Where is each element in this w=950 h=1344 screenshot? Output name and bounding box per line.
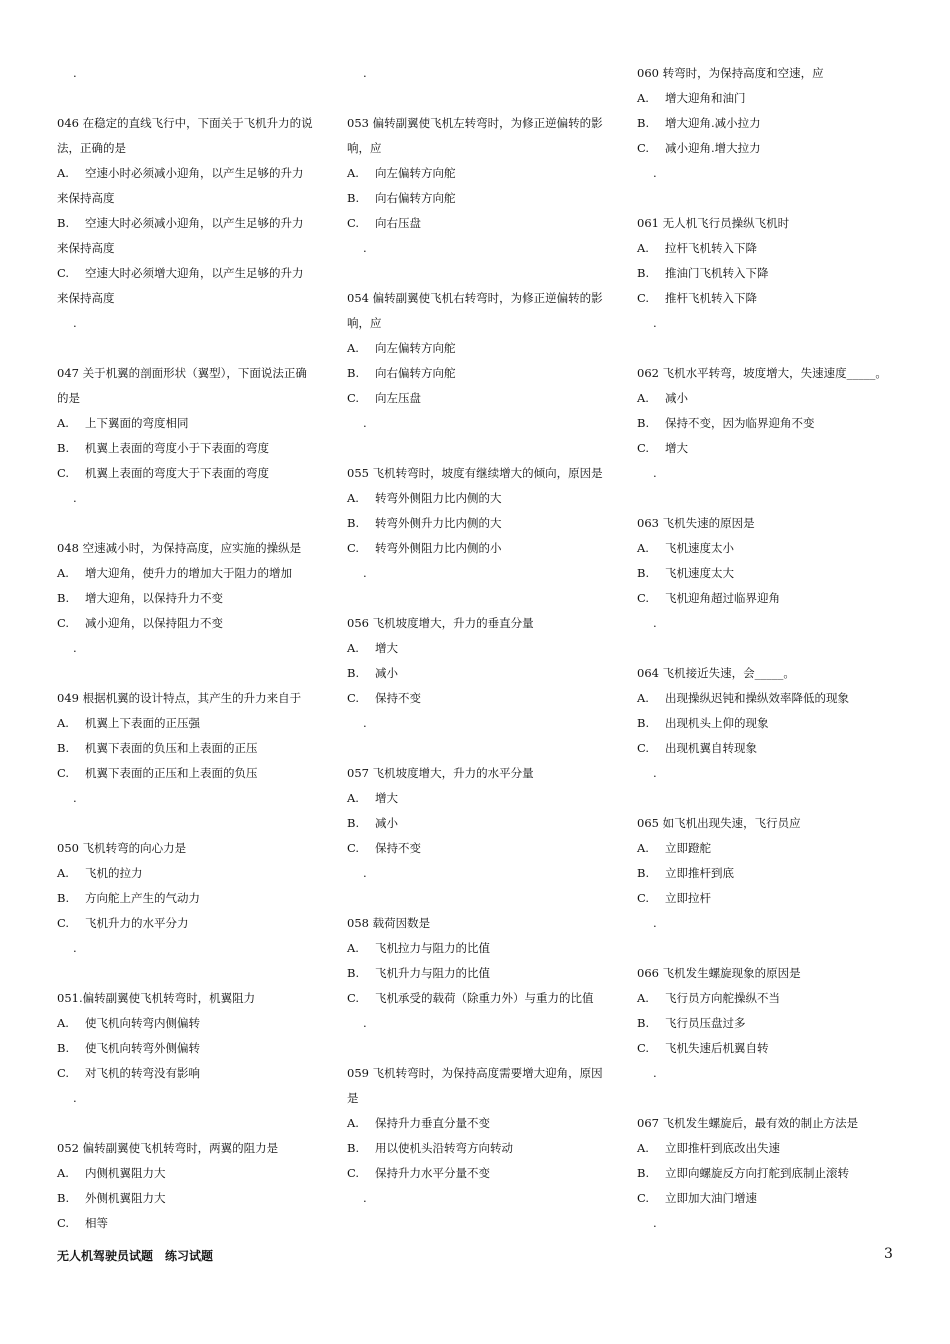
blank-line <box>57 336 322 361</box>
question-text: 050 飞机转弯的向心力是 <box>57 841 187 855</box>
question-text: 的是 <box>57 391 80 405</box>
option-letter: C. <box>347 541 360 555</box>
answer-option <box>637 286 907 311</box>
option-letter: A. <box>347 166 359 180</box>
answer-option <box>637 1011 907 1036</box>
answer-option <box>637 886 907 911</box>
footer-title: 无人机驾驶员试题 练习试题 <box>57 1249 214 1263</box>
question-text: 051.偏转副翼使飞机转弯时，机翼阻力 <box>57 991 256 1005</box>
option-letter: C. <box>57 266 70 280</box>
option-letter: A. <box>57 1166 69 1180</box>
option-letter: A. <box>347 791 359 805</box>
option-text: 出现操纵迟钝和操纵效率降低的现象 <box>665 691 849 705</box>
answer-option <box>637 261 907 286</box>
question-text: 065 如飞机出现失速，飞行员应 <box>637 816 801 830</box>
question-text: 053 偏转副翼使飞机左转弯时，为修正逆偏转的影 <box>347 116 603 130</box>
option-text: 拉杆飞机转入下降 <box>665 241 757 255</box>
answer-placeholder: . <box>73 316 77 330</box>
option-text: 用以使机头沿转弯方向转动 <box>375 1141 513 1155</box>
question-text: 响，应 <box>347 316 382 330</box>
option-text: 空速小时必须减小迎角，以产生足够的升力 <box>85 166 304 180</box>
option-letter: B. <box>637 1016 650 1030</box>
option-text: 飞行员方向舵操纵不当 <box>665 991 780 1005</box>
option-letter: C. <box>57 1066 70 1080</box>
question-column-2 <box>347 61 612 1211</box>
option-text: 空速大时必须增大迎角，以产生足够的升力 <box>85 266 304 280</box>
blank-line <box>637 186 907 211</box>
question-text: 064 飞机接近失速，会_____。 <box>637 666 795 680</box>
option-letter: B. <box>347 966 360 980</box>
option-text: 推油门飞机转入下降 <box>665 266 769 280</box>
option-letter: B. <box>57 1041 70 1055</box>
answer-option <box>637 736 907 761</box>
answer-option <box>637 986 907 1011</box>
option-letter: B. <box>347 366 360 380</box>
answer-placeholder: . <box>73 941 77 955</box>
answer-option <box>347 186 612 211</box>
option-letter: C. <box>57 466 70 480</box>
option-text: 飞机速度太大 <box>665 566 734 580</box>
option-letter: C. <box>347 841 360 855</box>
option-letter: C. <box>637 1191 650 1205</box>
option-text: 向左压盘 <box>375 391 421 405</box>
answer-placeholder: . <box>73 641 77 655</box>
option-text: 转弯外侧阻力比内侧的大 <box>375 491 502 505</box>
option-letter: A. <box>347 1116 359 1130</box>
option-text: 向左偏转方向舵 <box>375 341 456 355</box>
answer-option <box>637 236 907 261</box>
answer-option <box>57 736 322 761</box>
option-letter: C. <box>637 1041 650 1055</box>
question-text: 061 无人机飞行员操纵飞机时 <box>637 216 790 230</box>
blank-line <box>57 811 322 836</box>
answer-option <box>347 1136 612 1161</box>
answer-option <box>637 861 907 886</box>
blank-line <box>347 586 612 611</box>
answer-option <box>57 886 322 911</box>
answer-option <box>347 811 612 836</box>
option-letter: A. <box>57 166 69 180</box>
option-letter: C. <box>57 616 70 630</box>
option-letter: B. <box>347 1141 360 1155</box>
option-letter: A. <box>347 491 359 505</box>
option-text: 立即蹬舵 <box>665 841 711 855</box>
option-text: 减小迎角，以保持阻力不变 <box>85 616 223 630</box>
answer-option <box>57 261 322 286</box>
answer-placeholder: . <box>653 616 657 630</box>
option-text: 立即推杆到底改出失速 <box>665 1141 780 1155</box>
option-text: 飞机拉力与阻力的比值 <box>375 941 490 955</box>
option-letter: A. <box>57 416 69 430</box>
option-letter: A. <box>57 566 69 580</box>
answer-option <box>57 561 322 586</box>
question-text: 049 根据机翼的设计特点，其产生的升力来自于 <box>57 691 302 705</box>
answer-option <box>347 511 612 536</box>
option-letter: A. <box>637 1141 649 1155</box>
blank-line <box>637 1086 907 1111</box>
option-text: 使飞机向转弯内侧偏转 <box>85 1016 200 1030</box>
answer-option <box>637 686 907 711</box>
option-letter: C. <box>637 141 650 155</box>
answer-option <box>57 161 322 186</box>
option-letter: B. <box>57 591 70 605</box>
question-text: 056 飞机坡度增大，升力的垂直分量 <box>347 616 534 630</box>
option-letter: A. <box>347 641 359 655</box>
option-letter: B. <box>57 741 70 755</box>
option-letter: C. <box>637 891 650 905</box>
question-text: 059 飞机转弯时，为保持高度需要增大迎角，原因 <box>347 1066 603 1080</box>
answer-option <box>637 1161 907 1186</box>
blank-line <box>637 486 907 511</box>
answer-option <box>57 861 322 886</box>
answer-option <box>347 361 612 386</box>
answer-placeholder: . <box>363 1191 367 1205</box>
option-text: 飞机失速后机翼自转 <box>665 1041 769 1055</box>
option-text: 机翼上表面的弯度小于下表面的弯度 <box>85 441 269 455</box>
option-letter: C. <box>347 691 360 705</box>
answer-placeholder: . <box>653 166 657 180</box>
blank-line <box>347 886 612 911</box>
option-text: 增大迎角，以保持升力不变 <box>85 591 223 605</box>
answer-placeholder: . <box>363 416 367 430</box>
option-text: 出现机翼自转现象 <box>665 741 757 755</box>
question-text: 057 飞机坡度增大，升力的水平分量 <box>347 766 534 780</box>
blank-line <box>347 86 612 111</box>
option-letter: C. <box>347 1166 360 1180</box>
blank-line <box>347 436 612 461</box>
option-text: 推杆飞机转入下降 <box>665 291 757 305</box>
answer-option <box>57 911 322 936</box>
answer-option <box>347 1161 612 1186</box>
option-text: 向右偏转方向舵 <box>375 366 456 380</box>
question-text: 060 转弯时，为保持高度和空速，应 <box>637 66 824 80</box>
answer-option <box>347 211 612 236</box>
option-text: 机翼上表面的弯度大于下表面的弯度 <box>85 466 269 480</box>
answer-option <box>347 686 612 711</box>
answer-placeholder: . <box>363 866 367 880</box>
answer-option <box>57 1161 322 1186</box>
question-text: 066 飞机发生螺旋现象的原因是 <box>637 966 801 980</box>
answer-placeholder: . <box>73 1091 77 1105</box>
option-letter: A. <box>57 866 69 880</box>
option-text: 相等 <box>85 1216 108 1230</box>
option-letter: A. <box>347 341 359 355</box>
option-text: 减小 <box>375 816 398 830</box>
option-letter: B. <box>347 666 360 680</box>
answer-option <box>637 411 907 436</box>
answer-option <box>347 636 612 661</box>
blank-line <box>57 1111 322 1136</box>
option-text: 立即推杆到底 <box>665 866 734 880</box>
answer-option <box>57 586 322 611</box>
answer-option <box>57 411 322 436</box>
answer-option <box>347 961 612 986</box>
option-text: 立即向螺旋反方向打舵到底制止滚转 <box>665 1166 849 1180</box>
option-text: 增大 <box>665 441 688 455</box>
option-text: 保持不变 <box>375 841 421 855</box>
answer-option <box>57 1061 322 1086</box>
question-column-1 <box>57 61 322 1236</box>
option-letter: B. <box>347 191 360 205</box>
answer-placeholder: . <box>363 1016 367 1030</box>
option-letter: A. <box>637 91 649 105</box>
option-text: 向右压盘 <box>375 216 421 230</box>
option-text: 使飞机向转弯外侧偏转 <box>85 1041 200 1055</box>
answer-option <box>637 586 907 611</box>
option-letter: A. <box>57 716 69 730</box>
answer-option <box>347 536 612 561</box>
option-text: 保持不变，因为临界迎角不变 <box>665 416 815 430</box>
option-letter: B. <box>57 1191 70 1205</box>
option-text: 内侧机翼阻力大 <box>85 1166 166 1180</box>
option-letter: A. <box>637 391 649 405</box>
answer-placeholder: . <box>363 66 367 80</box>
answer-option <box>637 386 907 411</box>
question-text: 052 偏转副翼使飞机转弯时，两翼的阻力是 <box>57 1141 279 1155</box>
answer-option <box>347 836 612 861</box>
answer-option <box>637 1186 907 1211</box>
question-text: 062 飞机水平转弯，坡度增大，失速速度_____。 <box>637 366 887 380</box>
answer-placeholder: . <box>653 916 657 930</box>
question-text: 055 飞机转弯时，坡度有继续增大的倾向，原因是 <box>347 466 603 480</box>
question-column-3 <box>637 61 907 1236</box>
option-text: 向右偏转方向舵 <box>375 191 456 205</box>
page-number: 3 <box>884 1246 893 1262</box>
option-letter: C. <box>347 391 360 405</box>
answer-placeholder: . <box>363 241 367 255</box>
option-text: 减小迎角.增大拉力 <box>665 141 761 155</box>
option-letter: B. <box>347 516 360 530</box>
answer-option <box>57 711 322 736</box>
answer-option <box>637 836 907 861</box>
answer-option <box>637 436 907 461</box>
option-text: 机翼下表面的负压和上表面的正压 <box>85 741 258 755</box>
option-letter: A. <box>347 941 359 955</box>
option-text: 向左偏转方向舵 <box>375 166 456 180</box>
option-text: 增大 <box>375 791 398 805</box>
blank-line <box>637 336 907 361</box>
option-letter: A. <box>637 841 649 855</box>
option-letter: B. <box>57 891 70 905</box>
option-text: 飞行员压盘过多 <box>665 1016 746 1030</box>
option-text: 上下翼面的弯度相同 <box>85 416 189 430</box>
option-text: 空速大时必须减小迎角，以产生足够的升力 <box>85 216 304 230</box>
option-text: 保持不变 <box>375 691 421 705</box>
answer-option <box>347 936 612 961</box>
blank-line <box>347 736 612 761</box>
answer-option <box>347 486 612 511</box>
question-text: 063 飞机失速的原因是 <box>637 516 755 530</box>
answer-option <box>57 761 322 786</box>
option-letter: B. <box>637 716 650 730</box>
answer-option <box>637 561 907 586</box>
answer-option <box>637 111 907 136</box>
blank-line <box>347 1036 612 1061</box>
answer-option <box>57 436 322 461</box>
answer-placeholder: . <box>653 766 657 780</box>
option-letter: C. <box>637 291 650 305</box>
option-letter: B. <box>637 1166 650 1180</box>
blank-line <box>637 786 907 811</box>
answer-option <box>57 1186 322 1211</box>
answer-placeholder: . <box>653 1216 657 1230</box>
option-text: 机翼上下表面的正压强 <box>85 716 200 730</box>
option-text: 外侧机翼阻力大 <box>85 1191 166 1205</box>
option-text: 保持升力垂直分量不变 <box>375 1116 490 1130</box>
question-text: 响，应 <box>347 141 382 155</box>
blank-line <box>637 936 907 961</box>
question-text: 046 在稳定的直线飞行中，下面关于飞机升力的说 <box>57 116 313 130</box>
question-text: 是 <box>347 1091 359 1105</box>
question-text: 法，正确的是 <box>57 141 126 155</box>
option-letter: B. <box>347 816 360 830</box>
option-letter: A. <box>637 241 649 255</box>
option-text: 方向舵上产生的气动力 <box>85 891 200 905</box>
answer-placeholder: . <box>653 466 657 480</box>
question-text: 048 空速减小时，为保持高度，应实施的操纵是 <box>57 541 302 555</box>
option-letter: A. <box>57 1016 69 1030</box>
answer-option <box>57 211 322 236</box>
answer-option <box>57 1211 322 1236</box>
answer-option <box>637 136 907 161</box>
option-text: 转弯外侧升力比内侧的大 <box>375 516 502 530</box>
answer-placeholder: . <box>73 791 77 805</box>
option-text: 飞机升力的水平分力 <box>85 916 189 930</box>
option-letter: B. <box>57 441 70 455</box>
option-letter: C. <box>637 591 650 605</box>
answer-option <box>57 1036 322 1061</box>
answer-option <box>637 536 907 561</box>
question-text: 来保持高度 <box>57 191 115 205</box>
answer-option <box>347 661 612 686</box>
option-letter: A. <box>637 991 649 1005</box>
answer-option <box>347 161 612 186</box>
option-text: 减小 <box>665 391 688 405</box>
option-text: 增大迎角，使升力的增加大于阻力的增加 <box>85 566 292 580</box>
question-text: 来保持高度 <box>57 291 115 305</box>
option-text: 增大 <box>375 641 398 655</box>
answer-option <box>347 386 612 411</box>
blank-line <box>637 636 907 661</box>
answer-option <box>347 986 612 1011</box>
answer-placeholder: . <box>73 66 77 80</box>
answer-option <box>57 1011 322 1036</box>
answer-option <box>347 1111 612 1136</box>
answer-option <box>637 86 907 111</box>
answer-placeholder: . <box>653 1066 657 1080</box>
option-text: 增大迎角.减小拉力 <box>665 116 761 130</box>
option-text: 对飞机的转弯没有影响 <box>85 1066 200 1080</box>
option-text: 保持升力水平分量不变 <box>375 1166 490 1180</box>
option-text: 飞机迎角超过临界迎角 <box>665 591 780 605</box>
answer-option <box>637 1036 907 1061</box>
option-letter: A. <box>637 541 649 555</box>
option-letter: C. <box>57 1216 70 1230</box>
option-text: 立即拉杆 <box>665 891 711 905</box>
answer-option <box>57 461 322 486</box>
option-text: 飞机承受的载荷（除重力外）与重力的比值 <box>375 991 594 1005</box>
option-letter: C. <box>347 991 360 1005</box>
option-text: 转弯外侧阻力比内侧的小 <box>375 541 502 555</box>
option-letter: B. <box>637 266 650 280</box>
question-text: 054 偏转副翼使飞机右转弯时，为修正逆偏转的影 <box>347 291 603 305</box>
option-letter: B. <box>57 216 70 230</box>
answer-placeholder: . <box>363 566 367 580</box>
blank-line <box>57 511 322 536</box>
option-letter: C. <box>57 916 70 930</box>
option-letter: B. <box>637 116 650 130</box>
option-letter: B. <box>637 416 650 430</box>
option-text: 出现机头上仰的现象 <box>665 716 769 730</box>
answer-placeholder: . <box>653 316 657 330</box>
option-letter: C. <box>637 441 650 455</box>
answer-option <box>347 786 612 811</box>
option-letter: C. <box>57 766 70 780</box>
blank-line <box>57 661 322 686</box>
option-text: 减小 <box>375 666 398 680</box>
option-letter: A. <box>637 691 649 705</box>
option-text: 立即加大油门增速 <box>665 1191 757 1205</box>
blank-line <box>57 961 322 986</box>
question-text: 来保持高度 <box>57 241 115 255</box>
option-text: 飞机升力与阻力的比值 <box>375 966 490 980</box>
option-text: 机翼下表面的正压和上表面的负压 <box>85 766 258 780</box>
answer-option <box>637 1136 907 1161</box>
option-text: 飞机的拉力 <box>85 866 143 880</box>
answer-placeholder: . <box>73 491 77 505</box>
answer-option <box>637 711 907 736</box>
option-text: 增大迎角和油门 <box>665 91 746 105</box>
option-letter: C. <box>637 741 650 755</box>
question-text: 058 载荷因数是 <box>347 916 431 930</box>
answer-option <box>57 611 322 636</box>
question-text: 067 飞机发生螺旋后，最有效的制止方法是 <box>637 1116 859 1130</box>
answer-placeholder: . <box>363 716 367 730</box>
question-text: 047 关于机翼的剖面形状（翼型），下面说法正确 <box>57 366 307 380</box>
blank-line <box>57 86 322 111</box>
option-letter: B. <box>637 566 650 580</box>
answer-option <box>347 336 612 361</box>
option-letter: C. <box>347 216 360 230</box>
blank-line <box>347 261 612 286</box>
option-letter: B. <box>637 866 650 880</box>
option-text: 飞机速度太小 <box>665 541 734 555</box>
